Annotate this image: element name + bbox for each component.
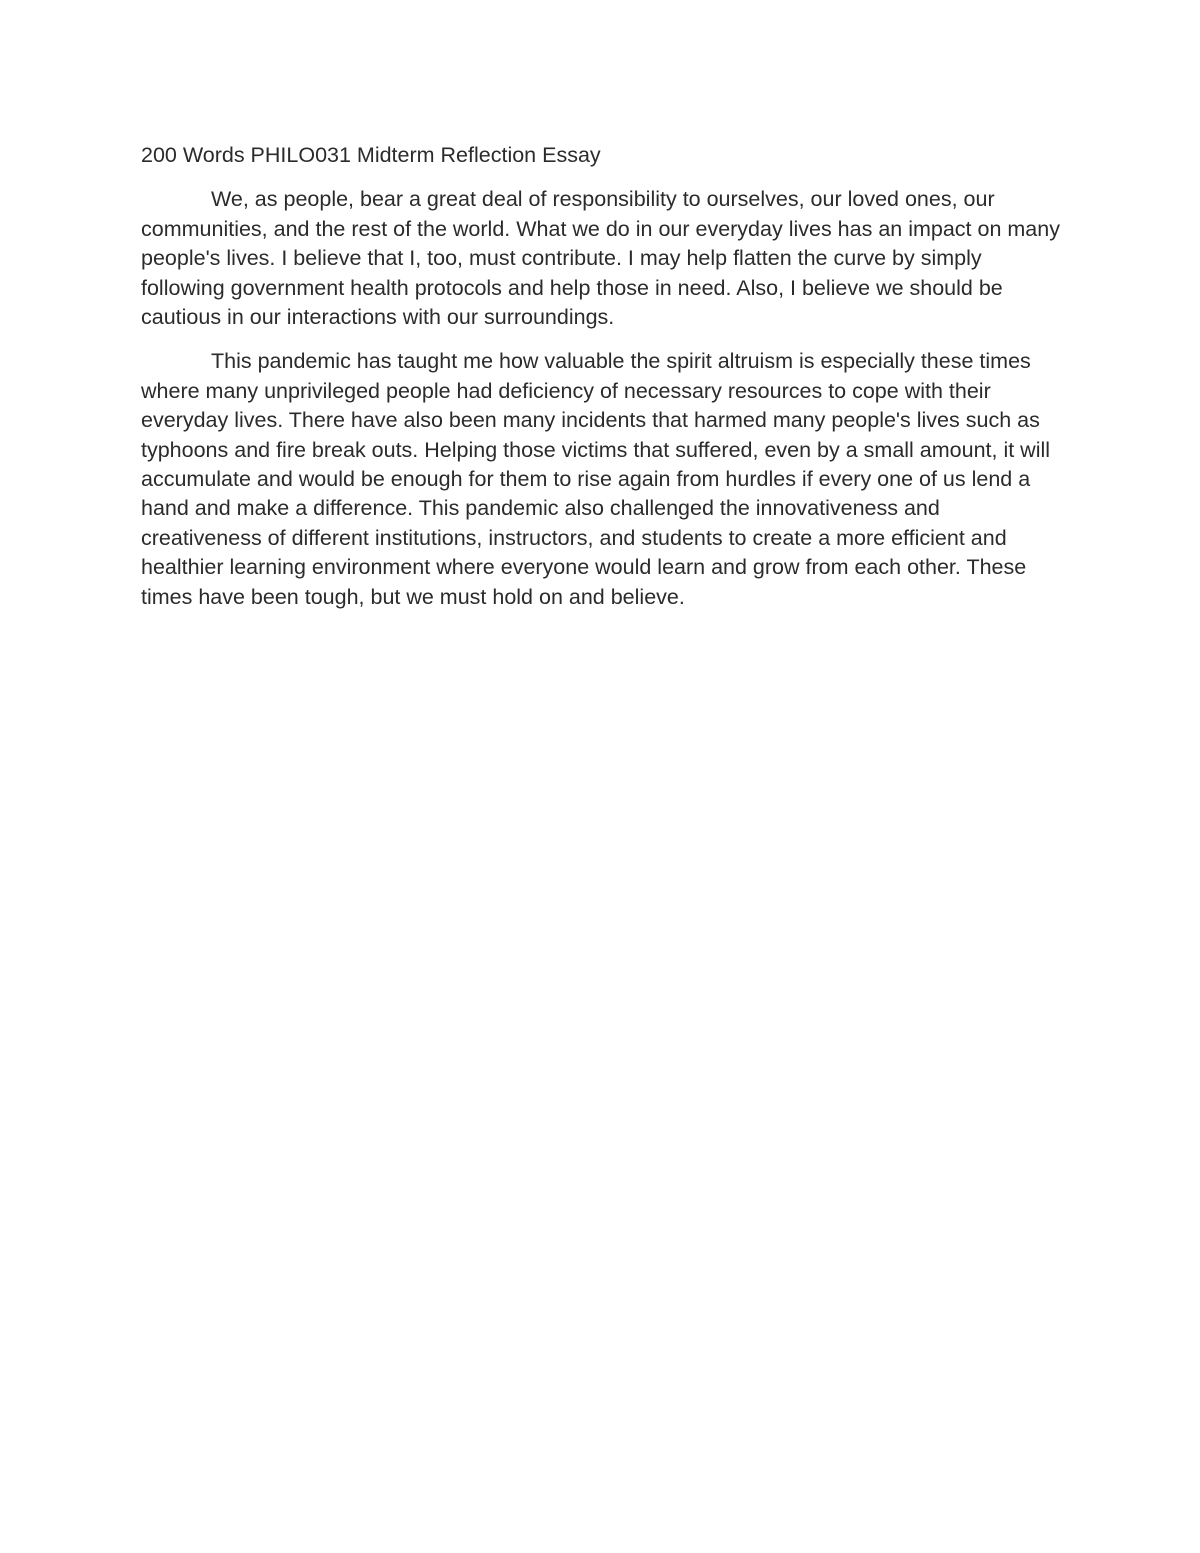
paragraph-responsibility: We, as people, bear a great deal of responsibility to ourselves, our loved ones, our communities, and the rest of the world. What we do in our everyday lives has an impact on many people's lives. I believe that I, too, must contribute. I may help flatten the curve by simply following government health protocols and help those in need. Also, I believe we should be cautious in our interactions with our surroundings. xyxy=(141,187,1060,330)
paragraph-pandemic: This pandemic has taught me how valuable the spirit altruism is especially these times where many unprivileged people had deficiency of necessary resources to cope with their everyday lives. There have also been many incidents that harmed many people's lives such as typhoons and fire break outs. Helping those victims that suffered, even by a small amount, it will accumulate and would be enough for them to rise again from hurdles if every one of us lend a hand and make a difference. This pandemic also challenged the innovativeness and creativeness of different institutions, instructors, and students to create a more efficient and healthier learning environment where everyone would learn and grow from each other. These times have been tough, but we must hold on and believe. xyxy=(141,349,1051,609)
document-title: 200 Words PHILO031 Midterm Reflection Essay xyxy=(141,143,601,167)
document-body xyxy=(141,141,1066,627)
